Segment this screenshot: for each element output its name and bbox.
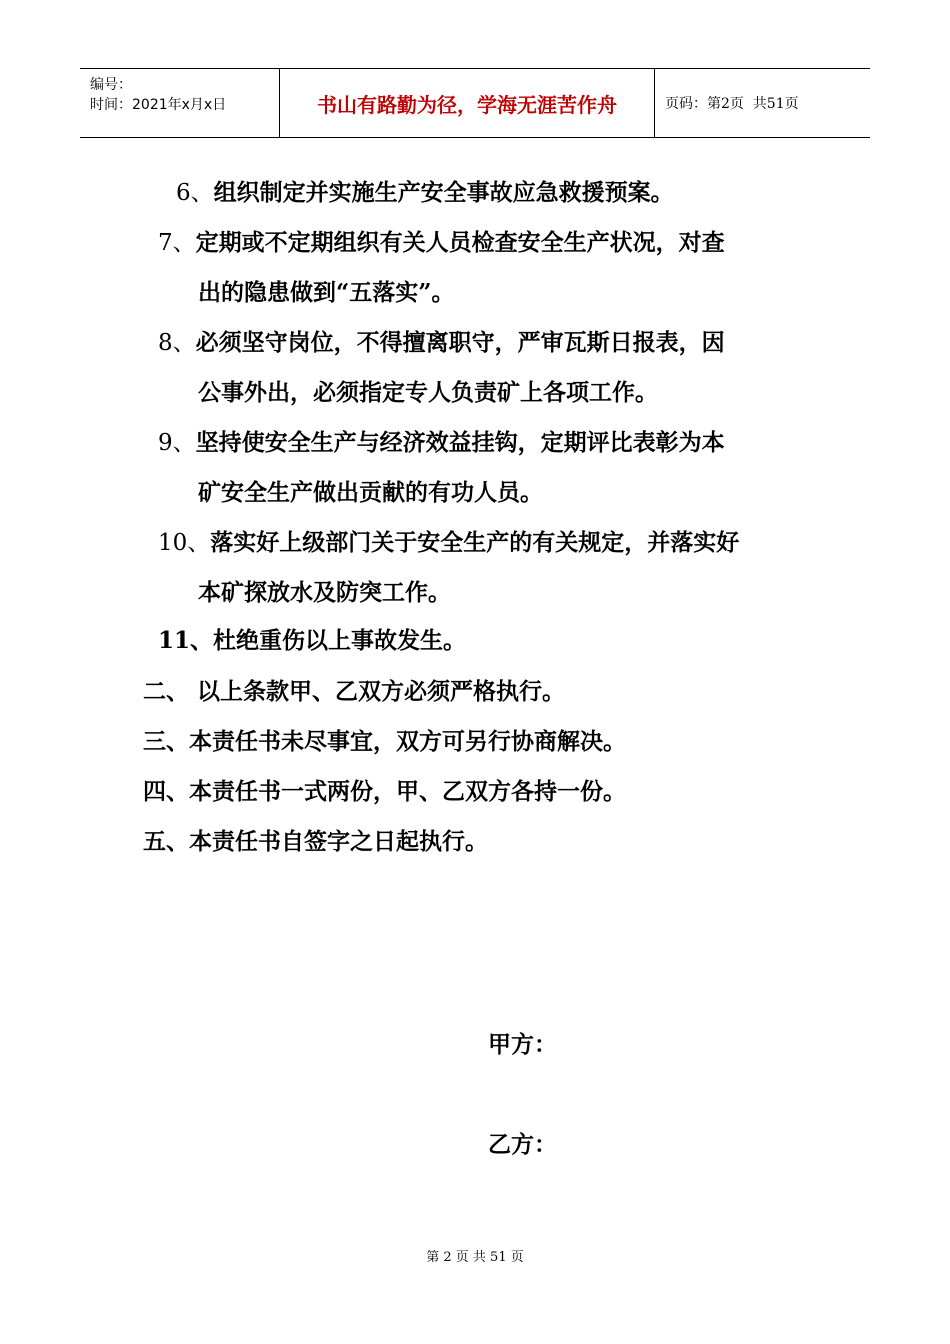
list-item: 10、落实好上级部门关于安全生产的有关规定，并落实好 <box>158 529 740 556</box>
list-item-continuation: 本矿探放水及防突工作。 <box>198 579 451 606</box>
list-item: 7、定期或不定期组织有关人员检查安全生产状况，对查 <box>158 229 725 256</box>
header-meta <box>80 69 280 137</box>
header-motto: 书山有路勤为径，学海无涯苦作舟 <box>280 69 655 137</box>
list-item: 6、组织制定并实施生产安全事故应急救援预案。 <box>176 179 674 206</box>
document-number: 编号： <box>90 77 132 93</box>
document-time: 时间：2021年x月x日 <box>90 97 227 113</box>
list-item-continuation: 公事外出，必须指定专人负责矿上各项工作。 <box>198 379 658 406</box>
party-a-signature: 甲方： <box>488 1031 557 1058</box>
list-item-continuation: 矿安全生产做出贡献的有功人员。 <box>198 479 543 506</box>
footer-page-number: 第 2 页 共 51 页 <box>426 1250 524 1265</box>
party-b-signature: 乙方： <box>488 1131 557 1158</box>
list-item: 8、必须坚守岗位，不得擅离职守，严审瓦斯日报表，因 <box>158 329 725 356</box>
list-item: 11、杜绝重伤以上事故发生。 <box>158 627 467 654</box>
clause: 五、本责任书自签字之日起执行。 <box>143 828 488 855</box>
list-item: 9、坚持使安全生产与经济效益挂钩，定期评比表彰为本 <box>158 429 725 456</box>
clause: 三、本责任书未尽事宜，双方可另行协商解决。 <box>143 728 626 755</box>
clause: 二、 以上条款甲、乙双方必须严格执行。 <box>143 678 566 705</box>
header-page-text: 页码：第2页 共51页 <box>665 96 799 112</box>
page-header <box>80 68 870 138</box>
page-footer <box>0 1246 950 1265</box>
list-item-continuation: 出的隐患做到“五落实”。 <box>198 279 455 306</box>
header-page-info <box>655 69 870 137</box>
clause: 四、本责任书一式两份，甲、乙双方各持一份。 <box>143 778 626 805</box>
